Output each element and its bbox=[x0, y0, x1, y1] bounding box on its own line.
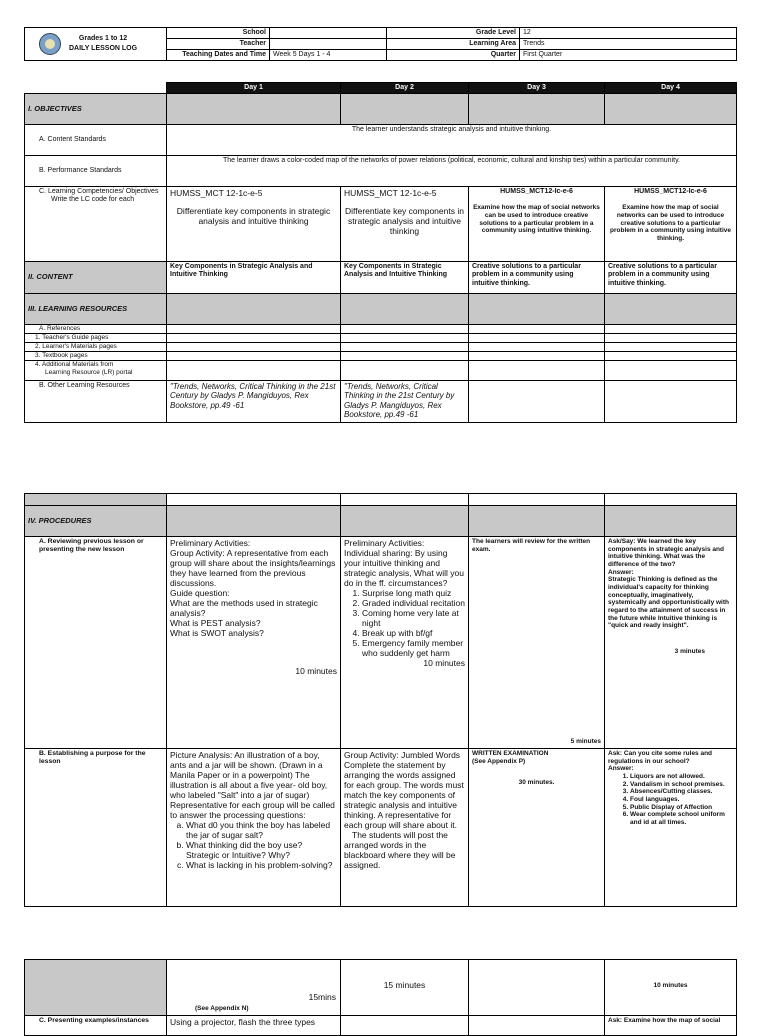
grades-label: Grades 1 to 12 bbox=[78, 34, 128, 42]
lc-code-d4: HUMSS_MCT12-Ic-e-6 bbox=[634, 188, 707, 195]
lc-text-d1: Differentiate key components in strategic analysis and intuitive thinking bbox=[176, 206, 331, 227]
am-d3 bbox=[469, 361, 605, 381]
lm-d4 bbox=[605, 343, 737, 352]
lc-text-d3: Examine how the map of social networks can be used to introduce creative solutions to a particular problem in a community using intuitive thinking. bbox=[473, 204, 600, 235]
resources-d2 bbox=[341, 294, 469, 325]
continued-d4-time: 10 minutes bbox=[653, 982, 688, 989]
day-2-header: Day 2 bbox=[341, 83, 469, 94]
tg-d2 bbox=[341, 334, 469, 343]
resources-d1 bbox=[167, 294, 341, 325]
purpose-d2-text: Group Activity: Jumbled Words Complete the statement by arranging the words assigned for each group. The words must match the key components of strategic analysis and intuitive thinking. A representative for each group will share about it. bbox=[344, 750, 464, 831]
content-standards-text: The learner understands strategic analysis and intuitive thinking. bbox=[167, 125, 737, 156]
content-d4: Creative solutions to a particular problem in a community using intuitive thinking. bbox=[605, 262, 737, 294]
objectives-title: I. OBJECTIVES bbox=[25, 94, 167, 125]
tg-d3 bbox=[469, 334, 605, 343]
dates-value[interactable]: Week 5 Days 1 - 4 bbox=[270, 50, 387, 61]
content-title: II. CONTENT bbox=[25, 262, 167, 294]
content-d2: Key Components in Strategic Analysis and Intuitive Thinking bbox=[341, 262, 469, 294]
procedures-table bbox=[24, 493, 737, 907]
other-resources-label: B. Other Learning Resources bbox=[25, 381, 167, 423]
purpose-label: B. Establishing a purpose for the lesson bbox=[25, 749, 167, 907]
list-item: 4. Break up with bf/gf bbox=[362, 628, 465, 638]
day-3-header: Day 3 bbox=[469, 83, 605, 94]
other-resources-d1: "Trends, Networks, Critical Thinking in the 21st Century by Gladys P. Mangiduyos, Rex Bookstore, pp.49 -61 bbox=[167, 381, 341, 423]
list-item: 4. Foul languages. bbox=[630, 796, 733, 804]
list-item: 5. Emergency family member who suddenly get harm bbox=[362, 638, 465, 658]
school-field[interactable] bbox=[270, 28, 387, 39]
list-item: 5. Public Display of Affection bbox=[630, 804, 733, 812]
references-label: A. References bbox=[25, 325, 167, 334]
reviewing-d1-line-3: Guide question: bbox=[170, 588, 230, 599]
list-item: 3. Absences/Cutting classes. bbox=[630, 788, 733, 796]
top-d4 bbox=[605, 494, 737, 506]
competency-d2 bbox=[341, 187, 469, 262]
examples-d4: Ask: Examine how the map of social bbox=[605, 1016, 737, 1036]
reviewing-d4-line-3: Strategic Thinking is defined as the individual's capacity for thinking conceptually, imaginatively, systemically and opportunistically with regard to the attainment of success in the future while Intuitive thinking is "quick and ready insight". bbox=[608, 576, 730, 630]
purpose-d4-intro: Ask: Can you cite some rules and regulations in our school? bbox=[608, 750, 713, 765]
objectives-d2 bbox=[341, 94, 469, 125]
purpose-d3-title: WRITTEN EXAMINATION bbox=[472, 750, 549, 757]
dates-label: Teaching Dates and Time bbox=[167, 50, 270, 61]
textbook-label: 3. Textbook pages bbox=[25, 352, 167, 361]
purpose-d3-time: 30 minutes. bbox=[518, 779, 555, 787]
additional-materials-label bbox=[25, 361, 167, 381]
lc-code-d1: HUMSS_MCT 12-1c-e-5 bbox=[170, 188, 263, 198]
references-d1 bbox=[167, 325, 341, 334]
list-item: b. What thinking did the boy use? Strategic or Intuitive? Why? bbox=[186, 840, 337, 860]
reviewing-d1-line-4: What are the methods used in strategic analysis? bbox=[170, 598, 318, 619]
examples-d3 bbox=[469, 1016, 605, 1036]
examples-d2 bbox=[341, 1016, 469, 1036]
procedures-top-row bbox=[25, 494, 167, 506]
reviewing-d2-time: 10 minutes bbox=[423, 658, 465, 669]
teacher-label: Teacher bbox=[167, 39, 270, 50]
learning-area-value[interactable]: Trends bbox=[520, 39, 737, 50]
continued-label-cell bbox=[25, 960, 167, 1016]
procedures-continued-table bbox=[24, 959, 737, 1036]
am-d1 bbox=[167, 361, 341, 381]
teacher-field[interactable] bbox=[270, 39, 387, 50]
content-d3: Creative solutions to a particular problem in a community using intuitive thinking. bbox=[469, 262, 605, 294]
examples-d1: Using a projector, flash the three types bbox=[167, 1016, 341, 1036]
reviewing-d3-text: The learners will review for the written exam. bbox=[472, 538, 591, 553]
competency-d3 bbox=[469, 187, 605, 262]
references-d4 bbox=[605, 325, 737, 334]
purpose-d3 bbox=[469, 749, 605, 907]
content-standards-label: A. Content Standards bbox=[25, 125, 167, 156]
blank-corner bbox=[25, 83, 167, 94]
purpose-d4-answer: Answer: bbox=[608, 765, 634, 773]
lc-text-d2: Differentiate key components in strategic analysis and intuitive thinking bbox=[345, 206, 464, 237]
reviewing-d1-line-5: What is PEST analysis? bbox=[170, 618, 261, 629]
tb-d1 bbox=[167, 352, 341, 361]
reviewing-d4-line-2: Answer: bbox=[608, 568, 634, 576]
tg-d4 bbox=[605, 334, 737, 343]
header-table bbox=[24, 27, 737, 61]
log-title: DAILY LESSON LOG bbox=[69, 45, 138, 52]
purpose-d1-text: Picture Analysis: An illustration of a boy, ants and a jar will be shown. (Drawn in a Manila Paper or in a powerpoint) The illustration is all about a five year- old boy, who labeled "Salt" into a jar of sugar) Representative for each group will be called to answer the processing questions: bbox=[170, 750, 335, 821]
reviewing-d2-intro: Preliminary Activities: bbox=[344, 538, 425, 548]
purpose-d1-list bbox=[170, 820, 337, 870]
purpose-d2 bbox=[341, 749, 469, 907]
procedures-d2 bbox=[341, 506, 469, 537]
performance-standards-text: The learner draws a color-coded map of the networks of power relations (political, economic, cultural and kinship ties) within a particular community. bbox=[167, 156, 737, 187]
list-item: 3. Coming home very late at night bbox=[362, 608, 465, 628]
tg-d1 bbox=[167, 334, 341, 343]
reviewing-d1-time: 10 minutes bbox=[295, 666, 337, 677]
lc-code-d2: HUMSS_MCT 12-1c-e-5 bbox=[344, 188, 437, 198]
day-4-header: Day 4 bbox=[605, 83, 737, 94]
grade-level-label: Grade Level bbox=[387, 28, 520, 39]
performance-standards-label: B. Performance Standards bbox=[25, 156, 167, 187]
objectives-d4 bbox=[605, 94, 737, 125]
list-item: 6. Wear complete school uniform and id at all times. bbox=[630, 811, 733, 826]
objectives-d3 bbox=[469, 94, 605, 125]
procedures-d1 bbox=[167, 506, 341, 537]
deped-seal-icon bbox=[39, 33, 61, 55]
lc-code-d3: HUMSS_MCT12-Ic-e-6 bbox=[500, 188, 573, 195]
other-resources-d4 bbox=[605, 381, 737, 423]
other-resources-d3 bbox=[469, 381, 605, 423]
list-item: c. What is lacking in his problem-solving? bbox=[186, 860, 337, 870]
lm-d2 bbox=[341, 343, 469, 352]
reviewing-d4-time: 3 minutes bbox=[674, 647, 705, 655]
grade-level-value[interactable]: 12 bbox=[520, 28, 737, 39]
quarter-value[interactable]: First Quarter bbox=[520, 50, 737, 61]
top-d3 bbox=[469, 494, 605, 506]
reviewing-d1-line-1: Preliminary Activities: bbox=[170, 538, 251, 548]
quarter-label: Quarter bbox=[387, 50, 520, 61]
list-item: 1. Liquors are not allowed. bbox=[630, 773, 733, 781]
am-d2 bbox=[341, 361, 469, 381]
reviewing-d4 bbox=[605, 537, 737, 749]
resources-title: III. LEARNING RESOURCES bbox=[25, 294, 167, 325]
day-1-header: Day 1 bbox=[167, 83, 341, 94]
additional-materials-1: 4. Additional Materials from bbox=[35, 361, 114, 368]
references-d2 bbox=[341, 325, 469, 334]
resources-d3 bbox=[469, 294, 605, 325]
continued-d2 bbox=[341, 960, 469, 1016]
resources-d4 bbox=[605, 294, 737, 325]
lm-d1 bbox=[167, 343, 341, 352]
tb-d4 bbox=[605, 352, 737, 361]
purpose-d3-sub: (See Appendix P) bbox=[472, 757, 526, 765]
reviewing-d4-line-1: Ask/Say: We learned the key components in strategic analysis and intuitive thinking. What was the difference of the two? bbox=[608, 538, 724, 568]
learner-materials-label: 2. Learner's Materials pages bbox=[25, 343, 167, 352]
competency-d1 bbox=[167, 187, 341, 262]
procedures-d4 bbox=[605, 506, 737, 537]
reviewing-d1-line-6: What is SWOT analysis? bbox=[170, 628, 264, 639]
reviewing-d1-line-2: Group Activity: A representative from each group will share about the insights/learnings they have learned from the previous discussions. bbox=[170, 548, 336, 589]
reviewing-d2 bbox=[341, 537, 469, 749]
procedures-title: IV. PROCEDURES bbox=[25, 506, 167, 537]
continued-d1-time: 15mins bbox=[308, 992, 336, 1002]
list-item: 2. Vandalism in school premises. bbox=[630, 781, 733, 789]
competencies-label-1: C. Learning Competencies/ Objectives bbox=[39, 188, 159, 195]
continued-d1-ref: (See Appendix N) bbox=[195, 1005, 249, 1012]
learning-area-label: Learning Area bbox=[387, 39, 520, 50]
procedures-d3 bbox=[469, 506, 605, 537]
reviewing-d2-text: Individual sharing: By using your intuitive thinking and strategic analysis, What will you do in the ff. circumstances? bbox=[344, 548, 464, 589]
continued-d4 bbox=[605, 960, 737, 1016]
logo-cell bbox=[25, 28, 167, 61]
competencies-label bbox=[25, 187, 167, 262]
tb-d3 bbox=[469, 352, 605, 361]
list-item: 1. Surprise long math quiz bbox=[362, 588, 465, 598]
top-d1 bbox=[167, 494, 341, 506]
competency-d4 bbox=[605, 187, 737, 262]
continued-d2-time: 15 minutes bbox=[383, 980, 426, 990]
continued-d1 bbox=[167, 960, 341, 1016]
continued-d3 bbox=[469, 960, 605, 1016]
purpose-d4-list bbox=[608, 773, 733, 827]
purpose-d2-text2: The students will post the arranged words in the blackboard where they will be assigned. bbox=[344, 830, 456, 871]
competencies-label-2: Write the LC code for each bbox=[51, 196, 135, 204]
objectives-table bbox=[24, 82, 737, 423]
objectives-d1 bbox=[167, 94, 341, 125]
lc-text-d4: Examine how the map of social networks can be used to introduce creative solutions to a particular problem in a community using intuitive thinking. bbox=[610, 204, 731, 242]
tb-d2 bbox=[341, 352, 469, 361]
reviewing-d3-time: 5 minutes bbox=[570, 738, 601, 746]
top-d2 bbox=[341, 494, 469, 506]
references-d3 bbox=[469, 325, 605, 334]
reviewing-d2-list bbox=[344, 588, 465, 658]
purpose-d4 bbox=[605, 749, 737, 907]
school-label: School bbox=[167, 28, 270, 39]
reviewing-d3 bbox=[469, 537, 605, 749]
list-item: a. What d0 you think the boy has labeled the jar of sugar salt? bbox=[186, 820, 337, 840]
additional-materials-2: Learning Resource (LR) portal bbox=[45, 368, 133, 376]
examples-label: C. Presenting examples/instances bbox=[25, 1016, 167, 1036]
am-d4 bbox=[605, 361, 737, 381]
other-resources-d2: "Trends, Networks, Critical Thinking in the 21st Century by Gladys P. Mangiduyos, Rex Bookstore, pp.49 -61 bbox=[341, 381, 469, 423]
reviewing-label: A. Reviewing previous lesson or presenting the new lesson bbox=[25, 537, 167, 749]
list-item: 2. Graded individual recitation bbox=[362, 598, 465, 608]
teacher-guide-label: 1. Teacher's Guide pages bbox=[25, 334, 167, 343]
lm-d3 bbox=[469, 343, 605, 352]
content-d1: Key Components in Strategic Analysis and Intuitive Thinking bbox=[167, 262, 341, 294]
reviewing-d1 bbox=[167, 537, 341, 749]
purpose-d1 bbox=[167, 749, 341, 907]
